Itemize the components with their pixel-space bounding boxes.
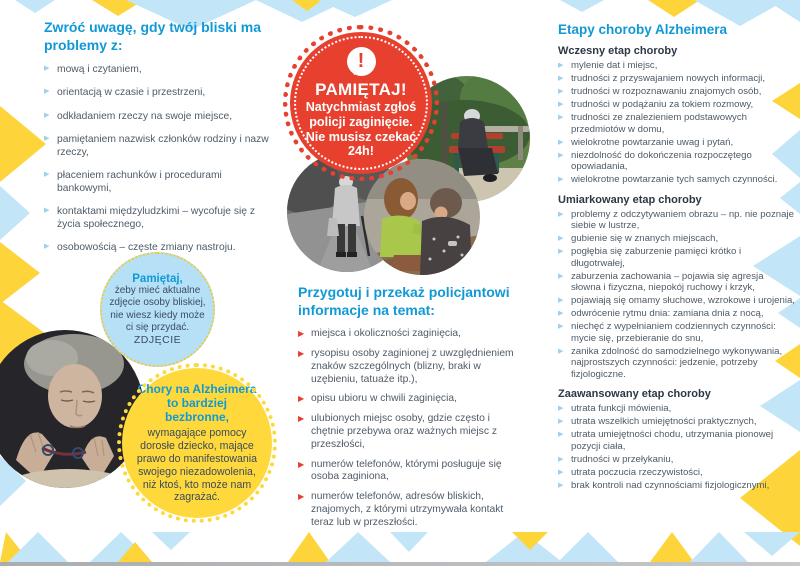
list-item (44, 205, 270, 231)
decor-triangle (326, 532, 390, 562)
list-item (558, 429, 796, 452)
bullet-text: rysopisu osoby zaginionej z uwzględnieniem znaków szczególnych (blizny, braki w uzębieniu, tatuaże itp.), (311, 348, 514, 385)
bullet-text: utrata umiejętności chodu, utrzymania pionowej pozycji ciała, (571, 429, 774, 452)
list-item (558, 467, 796, 479)
bullet-arrow-icon (44, 134, 49, 143)
bullet-arrow-icon (558, 234, 563, 242)
scan-bottom-edge (0, 562, 800, 566)
list-item (298, 348, 522, 386)
list-item (44, 169, 270, 195)
list-item (558, 73, 796, 85)
moderate-stage-bullet-list (558, 209, 796, 381)
bullet-arrow-icon (44, 64, 49, 73)
section-title-early-stage: Wczesny etap choroby (558, 45, 678, 57)
middle-column (298, 283, 522, 536)
list-item (298, 393, 522, 406)
bullet-arrow-icon (558, 272, 563, 280)
decor-triangle (558, 532, 618, 562)
bullet-arrow-icon (44, 111, 49, 120)
list-item (44, 86, 270, 99)
bullet-text: mylenie dat i miejsc, (571, 60, 658, 71)
bullet-arrow-icon (298, 349, 304, 359)
list-item (558, 346, 796, 381)
list-item (298, 459, 522, 485)
early-stage-bullet-list (558, 60, 796, 186)
bullet-text: trudności z przyswajaniem nowych informacji, (571, 73, 766, 84)
decor-triangle (690, 532, 748, 562)
badge-title: Pamiętaj, (132, 273, 183, 286)
bullet-text: zanika zdolność do samodzielnego wykonywania, najprostszych czynności: jedzenie, potrzeby fizjologiczne. (571, 345, 783, 380)
bullet-arrow-icon (298, 460, 304, 470)
list-item (558, 246, 796, 269)
bullet-arrow-icon (558, 481, 563, 489)
list-item (558, 112, 796, 135)
list-item (558, 416, 796, 428)
bullet-arrow-icon (558, 74, 563, 82)
bullet-text: utrata wszelkich umiejętności praktycznych, (571, 416, 757, 427)
alert-line1: Natychmiast zgłoś policji zaginięcie. (305, 99, 417, 129)
bullet-arrow-icon (298, 329, 304, 339)
middle-bullet-list (298, 328, 522, 529)
list-item (558, 86, 796, 98)
bullet-text: wielokrotne powtarzanie tych samych czynności. (571, 174, 778, 185)
bullet-arrow-icon (558, 404, 563, 412)
decor-triangle (0, 106, 46, 182)
bullet-text: brak kontroli nad czynnościami fizjologicznymi, (571, 479, 770, 491)
badge-body: żeby mieć aktualne zdjęcie osoby bliskiej, nie wiesz kiedy może ci się przydać. (109, 285, 206, 333)
alert-line2: Nie musisz czekać 24h! (305, 129, 417, 159)
exclamation-speech-bubble-icon: ! (347, 47, 376, 76)
list-item (558, 233, 796, 245)
bullet-text: kontaktami międzyludzkimi – wycofuje się z życia społecznego, (57, 205, 255, 230)
bullet-text: zaburzenia zachowania – pojawia się agresja słowna i fizyczna, niepokój ruchowy i krzyk, (571, 270, 764, 293)
bullet-arrow-icon (558, 417, 563, 425)
list-item (44, 63, 270, 76)
bullet-arrow-icon (558, 210, 563, 218)
bullet-arrow-icon (44, 206, 49, 215)
decor-triangle (152, 532, 190, 550)
list-item (558, 271, 796, 294)
list-item (558, 209, 796, 232)
left-column-heading: Zwróć uwagę, gdy twój bliski ma problemy z: (44, 19, 262, 54)
badge-emphasis: ZDJĘCIE (133, 333, 182, 346)
photo-reminder-badge (100, 252, 215, 367)
list-item (44, 133, 270, 159)
bullet-text: opisu ubioru w chwili zaginięcia, (311, 393, 457, 405)
alert-title: PAMIĘTAJ! (315, 79, 407, 99)
bullet-arrow-icon (558, 455, 563, 463)
decor-triangle (744, 532, 800, 556)
bullet-text: osobowością – częste zmiany nastroju. (57, 241, 236, 253)
decor-triangle (648, 0, 700, 17)
bullet-arrow-icon (558, 322, 563, 330)
bullet-arrow-icon (558, 175, 563, 183)
bullet-text: trudności w rozpoznawaniu znajomych osób, (571, 86, 762, 97)
bullet-text: utrata funkcji mówienia, (571, 403, 672, 414)
bullet-arrow-icon (558, 296, 563, 304)
bullet-text: mową i czytaniem, (57, 64, 142, 76)
bullet-arrow-icon (558, 100, 563, 108)
vulnerable-patient-badge (122, 368, 272, 518)
list-item (44, 241, 270, 254)
bullet-text: utrata poczucia rzeczywistości, (571, 466, 703, 478)
bullet-text: płaceniem rachunków i procedurami bankowymi, (57, 169, 222, 194)
decor-triangle (288, 532, 330, 562)
bullet-text: numerów telefonów, którymi posługuje się osoba zaginiona, (311, 458, 502, 483)
bullet-text: niezdolność do dokończenia rozpoczętego opowiadania, (571, 149, 752, 172)
bullet-arrow-icon (558, 113, 563, 121)
badge-body: wymagające pomocy dorosłe dziecko, mające prawo do manifestowania swojego niezadowolenia, niż ktoś, kto może nam zagrażać. (136, 426, 258, 504)
bullet-text: gubienie się w znanych miejscach, (571, 233, 719, 244)
bullet-arrow-icon (298, 492, 304, 502)
bullet-text: miejsca i okoliczności zaginięcia, (311, 328, 461, 340)
list-item (558, 137, 796, 149)
bullet-arrow-icon (298, 414, 304, 424)
bullet-text: odwrócenie rytmu dnia: zamiana dnia z nocą, (571, 308, 764, 319)
bullet-arrow-icon (558, 61, 563, 69)
list-item (558, 403, 796, 415)
right-column-heading: Etapy choroby Alzheimera (558, 22, 728, 37)
bullet-arrow-icon (558, 347, 563, 355)
decor-triangle (0, 186, 30, 240)
bullet-arrow-icon (558, 468, 563, 476)
bullet-arrow-icon (558, 87, 563, 95)
list-item (558, 60, 796, 72)
bullet-text: niechęć z wypełnianiem codziennych czynności: mycie się, przebieranie do snu, (571, 321, 776, 344)
bullet-text: pamiętaniem nazwisk członków rodziny i nazw rzeczy, (57, 133, 269, 158)
report-missing-alert-badge (290, 32, 432, 174)
list-item (558, 174, 796, 186)
section-title-advanced-stage: Zaawansowany etap choroby (558, 388, 711, 400)
badge-title: Chory na Alzheimera to bardziej bezbronne, (137, 381, 257, 425)
list-item (558, 295, 796, 307)
decor-triangle (560, 0, 604, 12)
bullet-text: problemy z odczytywaniem obrazu – np. nie poznaje siebie w lustrze, (571, 208, 794, 231)
bullet-arrow-icon (558, 247, 563, 255)
bullet-text: trudności w przełykaniu, (571, 453, 674, 465)
advanced-stage-bullet-list (558, 403, 796, 491)
decor-triangle (650, 532, 694, 562)
bullet-arrow-icon (298, 394, 304, 404)
bullet-text: ulubionych miejsc osoby, gdzie często i chętnie przebywa oraz ważnych miejsc z przeszłości, (311, 413, 497, 450)
bullet-text: numerów telefonów, adresów bliskich, znajomych, z którymi utrzymywała kontakt teraz lub w przeszłości. (311, 491, 504, 528)
list-item (558, 150, 796, 173)
list-item (558, 308, 796, 320)
right-column (558, 22, 796, 493)
bullet-arrow-icon (558, 309, 563, 317)
bullet-text: pojawiają się omamy słuchowe, wzrokowe i urojenia, (571, 295, 795, 306)
bullet-text: trudności ze znalezieniem podstawowych przedmiotów w domu, (571, 112, 747, 135)
middle-column-heading: Przygotuj i przekaż policjantowi informacje na temat: (298, 284, 510, 319)
list-item (44, 110, 270, 123)
list-item (558, 99, 796, 111)
bullet-text: pogłębia się zaburzenie pamięci krótko i długotrwałej, (571, 246, 742, 269)
bullet-arrow-icon (558, 151, 563, 159)
section-title-moderate-stage: Umiarkowany etap choroby (558, 193, 702, 206)
decor-triangle (0, 242, 40, 304)
list-item (558, 454, 796, 466)
bullet-arrow-icon (44, 87, 49, 96)
left-bullet-list (44, 63, 270, 254)
list-item (558, 480, 796, 492)
bullet-text: wielokrotne powtarzanie uwag i pytań, (571, 136, 734, 148)
list-item (298, 328, 522, 341)
left-column (44, 18, 270, 264)
bullet-arrow-icon (44, 242, 49, 251)
decor-triangle (15, 0, 55, 13)
bullet-arrow-icon (558, 138, 563, 146)
bullet-text: orientacją w czasie i przestrzeni, (57, 87, 206, 99)
bullet-arrow-icon (558, 430, 563, 438)
list-item (558, 321, 796, 344)
list-item (298, 413, 522, 451)
bullet-text: trudności w podążaniu za tokiem rozmowy, (571, 99, 754, 110)
bullet-text: odkładaniem rzeczy na swoje miejsce, (57, 110, 233, 122)
list-item (298, 491, 522, 529)
bullet-arrow-icon (44, 170, 49, 179)
